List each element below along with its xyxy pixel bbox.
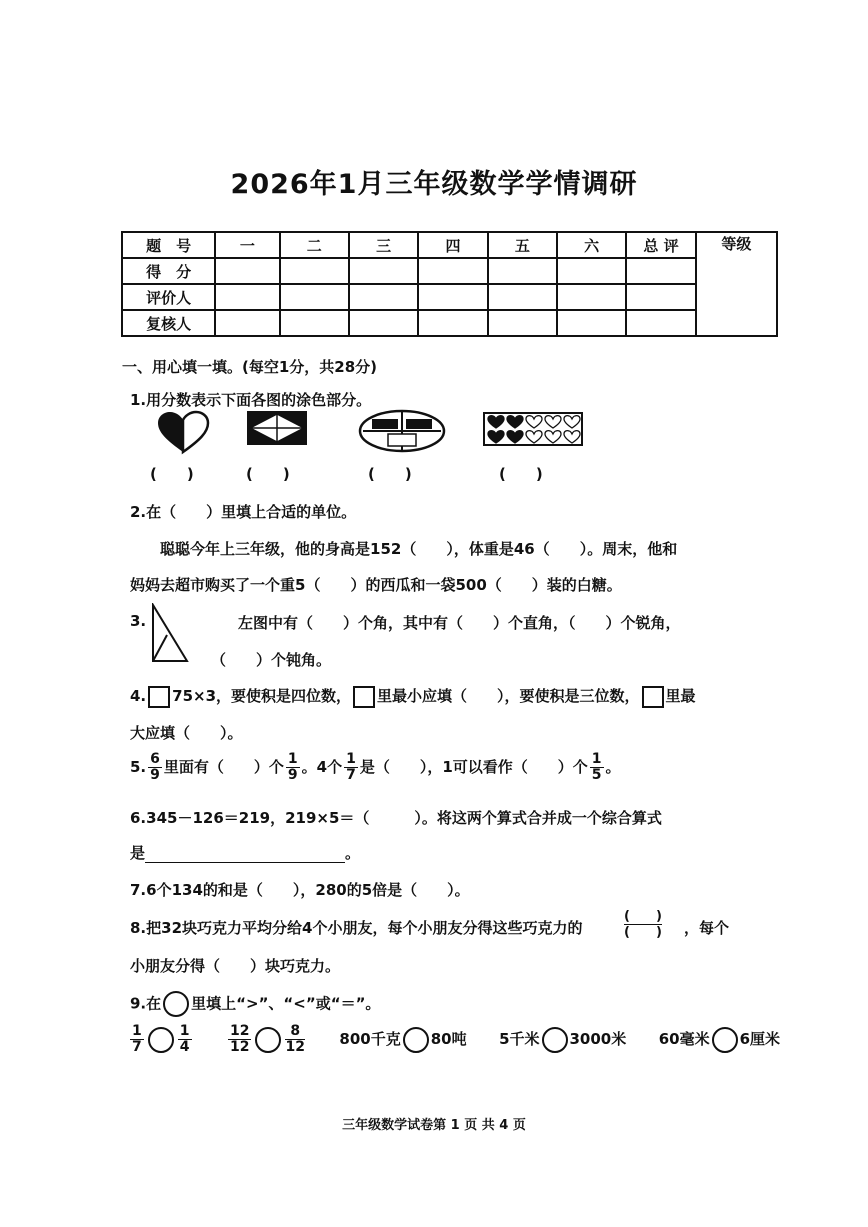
score-cell[interactable] [488,310,557,336]
fraction: $\frac{1}{4}$ [179,1023,190,1055]
score-cell[interactable] [215,284,279,310]
question-4-line2: 大应填（ ）。 [130,724,243,742]
rectangle-figure [246,410,308,446]
row-label: 得 分 [122,258,215,284]
score-cell[interactable] [557,310,626,336]
hearts-grid-figure [483,412,583,446]
question-2-line1: 聪聪今年上三年级，他的身高是152（ ），体重是46（ ）。周末，他和 [160,540,678,558]
ellipse-figure [358,408,446,454]
score-cell[interactable] [215,310,279,336]
score-cell[interactable] [626,310,695,336]
score-table [121,231,778,337]
question-2-line2: 妈妈去超市购买了一个重5（ ）的西瓜和一袋500（ ）装的白糖。 [130,576,622,594]
question-8-line1-end: ，每个 [684,919,730,937]
checker-row [122,310,777,336]
score-cell[interactable] [418,258,487,284]
score-cell[interactable] [349,310,418,336]
q1-answer-1[interactable]: ( ) [150,465,194,483]
header-cell: 五 [488,232,557,258]
q1-answer-3[interactable]: ( ) [368,465,412,483]
header-cell: 四 [418,232,487,258]
question-5: 5. $\frac{6}{9}$ 里面有（ ）个 $\frac{1}{9}$ 。4个 $\frac{1}{7}$ 是（ ），1可以看作（ ）个 $\frac{1}{5}$ 。 [130,751,621,783]
question-9-title: 9.在 里填上“>”、“<”或“＝”。 [130,991,380,1017]
score-cell[interactable] [418,310,487,336]
compare-circle[interactable] [148,1027,174,1053]
question-7: 7.6个134的和是（ ），280的5倍是（ ）。 [130,881,470,899]
score-cell[interactable] [280,310,349,336]
question-8-line1: 8.把32块巧克力平均分给4个小朋友，每个小朋友分得这些巧克力的 [130,919,583,937]
score-cell[interactable] [626,284,695,310]
question-2-title: 2.在（ ）里填上合适的单位。 [130,503,357,521]
fraction: $\frac{1}{9}$ [287,751,298,783]
score-cell[interactable] [280,284,349,310]
compare-circle [163,991,189,1017]
fraction: $\frac{6}{9}$ [150,751,160,783]
score-row [122,258,777,284]
section-heading: 一、用心填一填。(每空1分，共28分) [122,358,378,376]
score-cell[interactable] [280,258,349,284]
header-cell: 三 [349,232,418,258]
question-3-line1: 左图中有（ ）个角，其中有（ ）个直角，（ ）个锐角， [238,614,681,632]
score-cell[interactable] [488,258,557,284]
question-8-line2: 小朋友分得（ ）块巧克力。 [130,957,341,975]
row-label: 评价人 [122,284,215,310]
heart-figure [156,410,210,456]
question-9-items: $\frac{1}{7}$ $\frac{1}{4}$ $\frac{12}{12}$ $\frac{8}{12}$ 800千克 80吨 5千米 3000米 60毫米 6厘米 [132,1023,781,1055]
score-cell[interactable] [557,284,626,310]
row-label: 复核人 [122,310,215,336]
score-cell[interactable] [557,258,626,284]
score-cell[interactable] [349,258,418,284]
compare-circle[interactable] [403,1027,429,1053]
page-footer: 三年级数学试卷第 1 页 共 4 页 [342,1118,526,1133]
header-cell: 总 评 [626,232,695,258]
score-cell[interactable] [349,284,418,310]
compare-circle[interactable] [712,1027,738,1053]
fraction: $\frac{1}{5}$ [591,751,602,783]
score-cell[interactable] [418,284,487,310]
reviewer-row [122,284,777,310]
fraction: $\frac{12}{12}$ [229,1023,250,1055]
score-table-header [122,232,777,258]
question-6-line1: 6.345－126＝219，219×5＝（ ）。将这两个算式合并成一个综合算式 [130,809,662,827]
q1-answer-4[interactable]: ( ) [499,465,543,483]
question-3-number: 3. [130,612,147,630]
fraction: $\frac{1}{7}$ [132,1023,142,1055]
question-8-fraction[interactable]: ( ) ( ) [624,909,662,940]
header-cell: 题 号 [122,232,215,258]
question-6-line2: 是 。 [130,844,361,862]
question-1: 1.用分数表示下面各图的涂色部分。 [130,391,372,409]
q1-answer-2[interactable]: ( ) [246,465,290,483]
box-blank [148,686,170,708]
header-cell: 二 [280,232,349,258]
box-blank [642,686,664,708]
score-cell[interactable] [626,258,695,284]
answer-line[interactable] [145,848,345,863]
fraction: $\frac{8}{12}$ [285,1023,305,1055]
page-title: 2026年1月三年级数学学情调研 [230,169,638,200]
question-3-line2: （ ）个钝角。 [211,651,332,669]
triangle-figure [149,603,191,665]
fraction: $\frac{1}{7}$ [346,751,356,783]
compare-circle[interactable] [542,1027,568,1053]
compare-circle[interactable] [255,1027,281,1053]
score-cell[interactable] [215,258,279,284]
header-cell: 六 [557,232,626,258]
header-cell: 一 [215,232,279,258]
grade-cell: 等级 [696,232,777,336]
score-cell[interactable] [488,284,557,310]
question-4-line1: 4. 75×3，要使积是四位数， 里最小应填（ ），要使积是三位数， 里最 [130,685,696,708]
box-blank [353,686,375,708]
